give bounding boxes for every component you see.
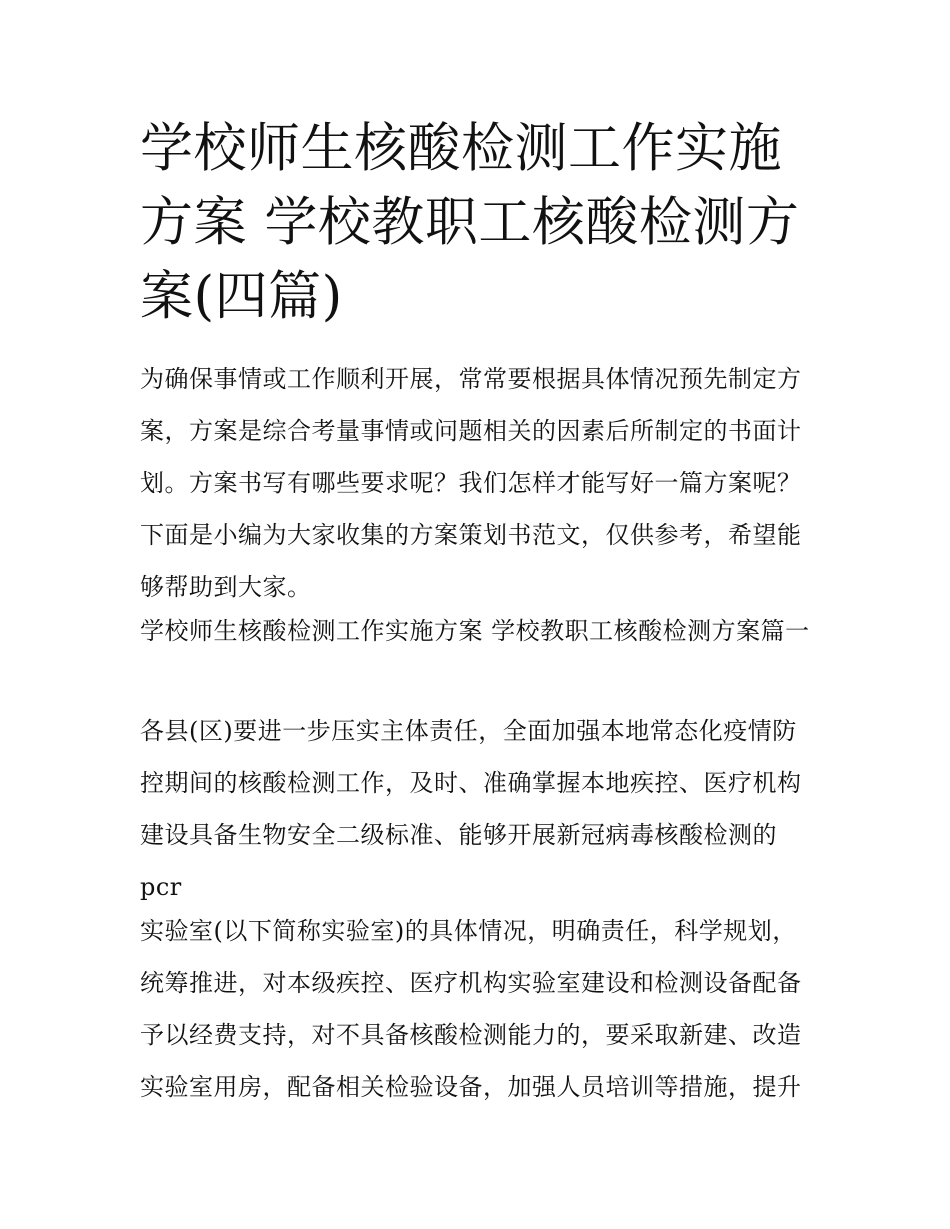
document-title: 学校师生核酸检测工作实施方案 学校教职工核酸检测方案(四篇)	[140, 118, 800, 327]
body-paragraph: 各县(区)要进一步压实主体责任，全面加强本地常态化疫情防控期间的核酸检测工作，及时、准确掌握本地疾控、医疗机构建设具备生物安全二级标准、能够开展新冠病毒核酸检测的pcr	[140, 717, 802, 901]
intro-paragraph: 为确保事情或工作顺利开展，常常要根据具体情况预先制定方案，方案是综合考量事情或问题相关的因素后所制定的书面计划。方案书写有哪些要求呢？我们怎样才能写好一篇方案呢？下面是小编为大家收集的方案策划书范文，仅供参考，希望能够帮助到大家。	[140, 365, 802, 601]
body-paragraph: 实验室(以下简称实验室)的具体情况，明确责任，科学规划，统筹推进，对本级疾控、医疗机构实验室建设和检测设备配备予以经费支持，对不具备核酸检测能力的，要采取新建、改造实验室用房，配备相关检验设备，加强人员培训等措施，提升	[140, 917, 802, 1101]
section-heading: 学校师生核酸检测工作实施方案 学校教职工核酸检测方案篇一	[140, 617, 810, 645]
